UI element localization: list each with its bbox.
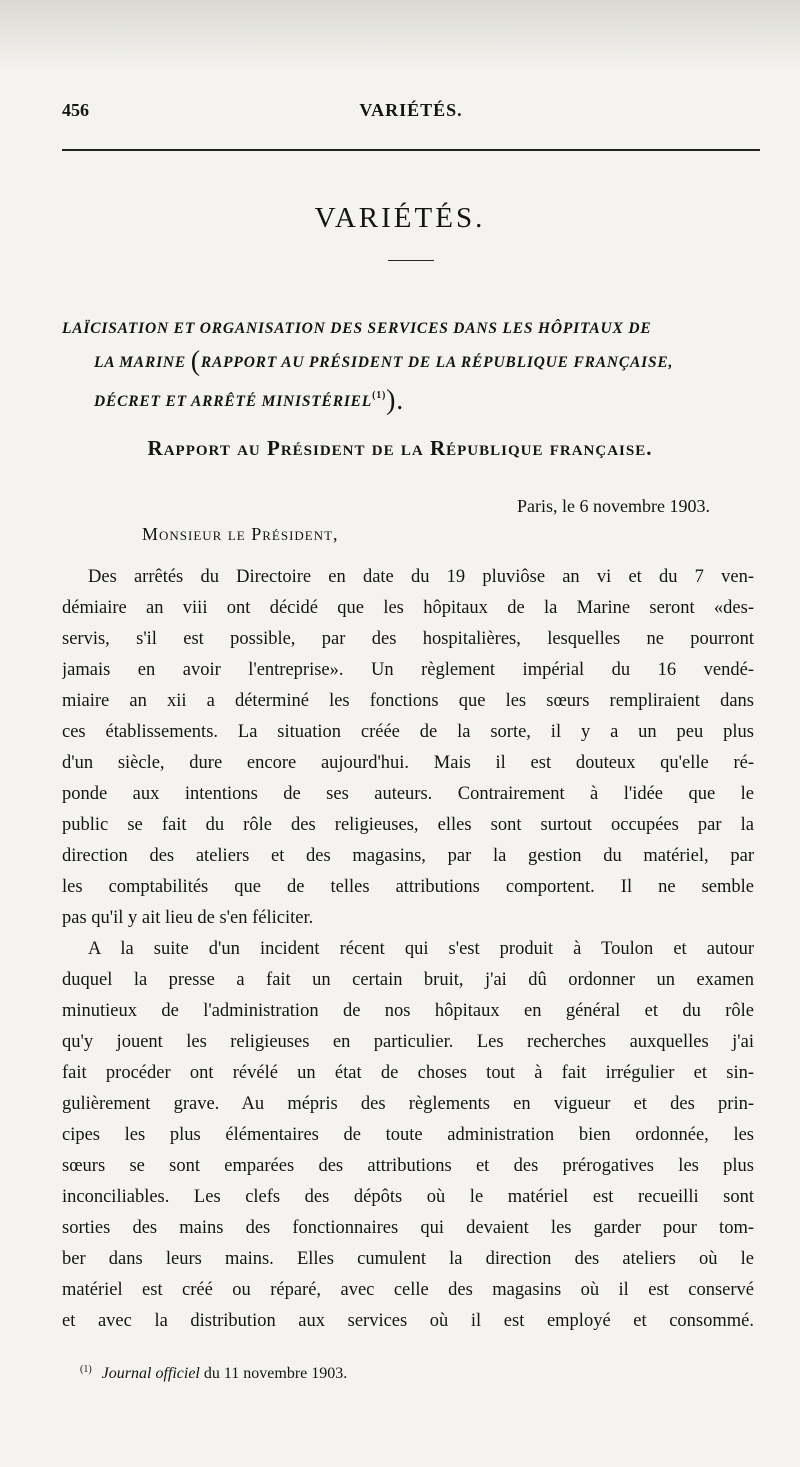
body-line: gulièrement grave. Au mépris des règlements en vigueur et des prin- <box>62 1094 754 1114</box>
footnote-reference: (1) <box>372 390 387 401</box>
article-title-line-2: LA MARINE (RAPPORT AU PRÉSIDENT DE LA RÉPUBLIQUE FRANÇAISE, <box>94 346 674 377</box>
header-rule <box>62 149 760 151</box>
page-number: 456 <box>62 100 89 120</box>
body-line: matériel est créé ou réparé, avec celle des magasins où il est conservé <box>62 1280 754 1300</box>
body-line: les comptabilités que de telles attributions comportent. Il ne semble <box>62 877 754 897</box>
body-line: d'un siècle, dure encore aujourd'hui. Mais il est douteux qu'elle ré- <box>62 753 754 773</box>
body-line: sœurs se sont emparées des attributions et des prérogatives les plus <box>62 1156 754 1176</box>
body-line: direction des ateliers et des magasins, par la gestion du matériel, par <box>62 846 754 866</box>
report-heading: Rapport au Président de la République française. <box>147 436 653 460</box>
body-line: duquel la presse a fait un certain bruit, j'ai dû ordonner un examen <box>62 970 754 990</box>
body-line: sorties des mains des fonctionnaires qui devaient les garder pour tom- <box>62 1218 754 1238</box>
body-line: démiaire an viii ont décidé que les hôpitaux de la Marine seront «des- <box>62 598 754 618</box>
salutation: Monsieur le Président, <box>142 524 339 544</box>
footnote-source: Journal officiel <box>101 1365 200 1382</box>
body-line: public se fait du rôle des religieuses, elles sont surtout occupées par la <box>62 815 754 835</box>
footnote <box>80 1364 347 1383</box>
body-line: pas qu'il y ait lieu de s'en féliciter. <box>62 908 314 928</box>
body-line: A la suite d'un incident récent qui s'est produit à Toulon et autour <box>88 939 754 959</box>
footnote-text: du 11 novembre 1903. <box>203 1365 348 1382</box>
scan-shadow <box>0 0 800 70</box>
body-line: servis, s'il est possible, par des hospitalières, lesquelles ne pourront <box>62 629 754 649</box>
body-line: cipes les plus élémentaires de toute administration bien ordonnée, les <box>62 1125 754 1145</box>
body-line: ces établissements. La situation créée de la sorte, il y a un peu plus <box>62 722 754 742</box>
running-head <box>62 100 760 130</box>
body-line: fait procéder ont révélé un état de choses tout à fait irrégulier et sin- <box>62 1063 754 1083</box>
body-line: Des arrêtés du Directoire en date du 19 pluviôse an vi et du 7 ven- <box>88 567 754 587</box>
article-title <box>62 312 762 418</box>
body-line: inconciliables. Les clefs des dépôts où le matériel est recueilli sont <box>62 1187 754 1207</box>
article-title-line-1: LAÏCISATION ET ORGANISATION DES SERVICES DANS LES HÔPITAUX DE <box>62 320 652 337</box>
body-line: ber dans leurs mains. Elles cumulent la direction des ateliers où le <box>62 1249 754 1269</box>
running-title: VARIÉTÉS. <box>359 100 463 120</box>
section-title: VARIÉTÉS. <box>314 202 486 234</box>
article-title-line-3: DÉCRET ET ARRÊTÉ MINISTÉRIEL$^{(1)}$). <box>94 385 405 416</box>
section-rule <box>388 260 434 261</box>
body-line: miaire an xii a déterminé les fonctions que les sœurs rempliraient dans <box>62 691 754 711</box>
footnote-number: (1) <box>80 1364 92 1375</box>
body-text <box>62 562 754 1337</box>
body-line: qu'y jouent les religieuses en particulier. Les recherches auxquelles j'ai <box>62 1032 754 1052</box>
body-line: et avec la distribution aux services où il est employé et consommé. <box>62 1311 754 1331</box>
body-line: ponde aux intentions de ses auteurs. Contrairement à l'idée que le <box>62 784 754 804</box>
body-line: minutieux de l'administration de nos hôpitaux en général et du rôle <box>62 1001 754 1021</box>
body-line: jamais en avoir l'entreprise». Un règlement impérial du 16 vendé- <box>62 660 754 680</box>
dateline: Paris, le 6 novembre 1903. <box>517 496 710 516</box>
